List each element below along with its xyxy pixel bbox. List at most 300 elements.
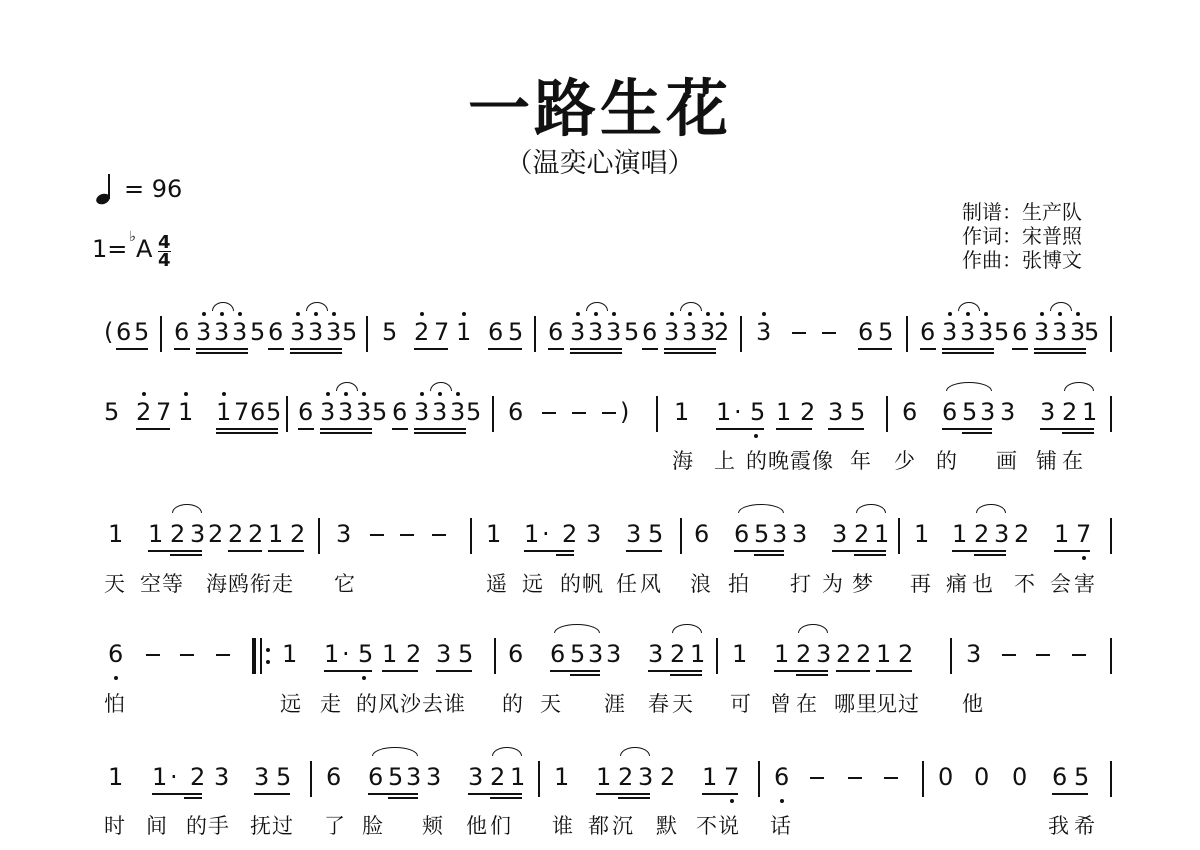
beam-line	[876, 670, 912, 672]
note-glyph: 5	[466, 398, 482, 426]
note-glyph: 5	[648, 520, 664, 548]
note-glyph: 6	[902, 398, 918, 426]
beam-line	[920, 348, 936, 350]
beam-line	[216, 432, 278, 434]
beam-line	[490, 797, 522, 799]
credit-row	[962, 248, 1082, 272]
note-glyph: 5	[750, 398, 766, 426]
barline	[160, 316, 162, 352]
note-glyph: 1	[690, 640, 706, 668]
octave-dot	[780, 799, 784, 803]
octave-dot	[438, 392, 442, 396]
note-glyph: ·	[734, 398, 742, 426]
barline	[886, 396, 888, 432]
note-glyph: 3	[626, 520, 642, 548]
note-glyph: 7	[234, 398, 250, 426]
note-glyph: 2	[660, 763, 676, 791]
note-glyph: 6	[250, 398, 266, 426]
note-glyph: 6	[694, 520, 710, 548]
lyric-char: 希	[1074, 814, 1095, 838]
barline	[898, 518, 900, 554]
credit-value: 张博文	[1022, 248, 1082, 272]
note-glyph: 3	[426, 763, 442, 791]
note-glyph: 3	[586, 520, 602, 548]
beam-line	[570, 348, 622, 350]
barline	[1110, 316, 1112, 352]
octave-dot	[706, 312, 710, 316]
note-glyph: 2	[974, 520, 990, 548]
note-glyph: 6	[326, 763, 342, 791]
beam-line	[716, 428, 764, 430]
note-glyph: 3	[570, 318, 586, 346]
octave-dot	[966, 312, 970, 316]
barline	[470, 518, 472, 554]
note-glyph: 6	[642, 318, 658, 346]
tie-arc	[212, 302, 234, 311]
credit-label: 作曲：	[962, 248, 1022, 272]
tie-arc	[172, 504, 202, 513]
tie-arc	[856, 504, 886, 513]
dash	[602, 412, 616, 414]
note-glyph: 5	[250, 318, 266, 346]
octave-dot	[688, 312, 692, 316]
note-glyph: 1	[776, 398, 792, 426]
note-glyph: 3	[966, 640, 982, 668]
note-glyph: 3	[994, 520, 1010, 548]
lyric-char: 鸥	[228, 572, 249, 596]
tempo-marking	[96, 172, 182, 206]
lyric-char: 走	[272, 572, 293, 596]
lyric-char: 天	[540, 692, 561, 716]
tie-arc	[492, 747, 522, 756]
note-glyph: 3	[1034, 318, 1050, 346]
note-glyph: 1	[152, 763, 168, 791]
beam-line	[642, 348, 658, 350]
credit-row	[962, 224, 1082, 248]
note-glyph: 0	[974, 763, 990, 791]
note-glyph: 1	[282, 640, 298, 668]
lyric-char: 为	[822, 572, 843, 596]
song-title: 一路生花	[467, 72, 732, 145]
tie-arc	[1064, 382, 1094, 391]
beam-line	[414, 348, 448, 350]
beam-line	[268, 550, 304, 552]
beam-line	[618, 797, 650, 799]
beam-line	[962, 432, 992, 434]
tie-arc	[958, 302, 980, 311]
beam-line	[942, 352, 994, 354]
note-glyph: 1	[510, 763, 526, 791]
beam-line	[570, 674, 600, 676]
dash	[400, 534, 414, 536]
song-subtitle: （温奕心演唱）	[505, 148, 695, 179]
tempo-value: = 96	[124, 175, 183, 203]
octave-dot	[462, 312, 466, 316]
octave-dot	[222, 392, 226, 396]
lyric-char: 不	[696, 814, 717, 838]
note-glyph: 5	[1074, 763, 1090, 791]
note-glyph: 6	[1052, 763, 1068, 791]
note-glyph: 2	[228, 520, 244, 548]
lyric-char: 我	[1048, 814, 1069, 838]
note-glyph: 3	[336, 520, 352, 548]
note-glyph: 3	[756, 318, 772, 346]
lyric-char: 间	[146, 814, 167, 838]
note-glyph: 3	[254, 763, 270, 791]
lyric-char: 可	[730, 692, 751, 716]
octave-dot	[730, 799, 734, 803]
time-sig-top: 4	[158, 232, 171, 253]
lyric-char: 的	[746, 449, 767, 473]
lyric-char: 谁	[444, 692, 465, 716]
note-glyph: 5	[388, 763, 404, 791]
dash	[1002, 654, 1016, 656]
octave-dot	[238, 312, 242, 316]
beam-line	[648, 670, 702, 672]
time-signature	[158, 234, 171, 269]
lyric-char: 海	[206, 572, 227, 596]
lyric-char: 痛	[946, 572, 967, 596]
octave-dot	[420, 312, 424, 316]
dash	[542, 412, 556, 414]
note-glyph: 6	[942, 398, 958, 426]
note-glyph: 3	[682, 318, 698, 346]
lyric-char: 们	[490, 814, 511, 838]
note-glyph: )	[620, 398, 630, 426]
octave-dot	[362, 392, 366, 396]
barline	[906, 316, 908, 352]
note-glyph: 3	[664, 318, 680, 346]
note-glyph: 0	[938, 763, 954, 791]
octave-dot	[576, 312, 580, 316]
lyric-char: 遥	[486, 572, 507, 596]
lyric-char: 的	[560, 572, 581, 596]
lyric-char: 浪	[690, 572, 711, 596]
lyric-char: 年	[850, 449, 871, 473]
barline	[950, 638, 952, 674]
note-glyph: 5	[382, 318, 398, 346]
note-glyph: 1	[874, 520, 890, 548]
lyric-char: 在	[796, 692, 817, 716]
note-glyph: 3	[978, 318, 994, 346]
lyric-char: 曾	[770, 692, 791, 716]
octave-dot	[984, 312, 988, 316]
lyric-char: 打	[790, 572, 811, 596]
note-glyph: 3	[942, 318, 958, 346]
beam-line	[136, 428, 170, 430]
octave-dot	[1058, 312, 1062, 316]
barline	[656, 396, 658, 432]
note-glyph: 7	[156, 398, 172, 426]
quarter-note-icon	[96, 172, 114, 206]
note-glyph: 3	[232, 318, 248, 346]
lyric-char: 见	[876, 692, 897, 716]
note-glyph: 1	[732, 640, 748, 668]
lyric-char: 上	[714, 449, 735, 473]
lyric-char: 过	[898, 692, 919, 716]
note-glyph: 7	[724, 763, 740, 791]
note-glyph: 6	[508, 398, 524, 426]
dash	[848, 777, 862, 779]
note-glyph: 1	[1082, 398, 1098, 426]
note-glyph: 2	[796, 640, 812, 668]
octave-dot	[220, 312, 224, 316]
beam-line	[216, 428, 278, 430]
note-glyph: 3	[308, 318, 324, 346]
lyric-char: 远	[522, 572, 543, 596]
dash	[1072, 654, 1086, 656]
credit-label: 制谱：	[962, 200, 1022, 224]
note-glyph: 2	[414, 318, 430, 346]
note-glyph: 1	[108, 520, 124, 548]
octave-dot	[266, 660, 270, 664]
beam-line	[488, 348, 522, 350]
note-glyph: 3	[432, 398, 448, 426]
lyric-char: 里	[856, 692, 877, 716]
note-glyph: 2	[190, 763, 206, 791]
note-glyph: 6	[734, 520, 750, 548]
note-glyph: 5	[962, 398, 978, 426]
beam-line	[298, 428, 314, 430]
lyric-char: 天	[672, 692, 693, 716]
beam-line	[828, 428, 864, 430]
barline	[716, 638, 718, 674]
note-glyph: 5	[372, 398, 388, 426]
tie-arc	[306, 302, 328, 311]
beam-line	[952, 550, 1006, 552]
note-glyph: 1	[486, 520, 502, 548]
note-glyph: 5	[266, 398, 282, 426]
beam-line	[664, 352, 716, 354]
note-glyph: 1	[876, 640, 892, 668]
octave-dot	[114, 676, 118, 680]
beam-line	[524, 550, 574, 552]
beam-line	[324, 670, 372, 672]
barline	[1110, 761, 1112, 797]
barline	[260, 638, 262, 674]
dash	[216, 654, 230, 656]
note-glyph: 1	[774, 640, 790, 668]
note-glyph: 2	[170, 520, 186, 548]
note-glyph: 6	[268, 318, 284, 346]
note-glyph: 1	[554, 763, 570, 791]
lyric-char: 的	[502, 692, 523, 716]
note-glyph: 3	[290, 318, 306, 346]
note-glyph: 1	[148, 520, 164, 548]
note-glyph: 6	[858, 318, 874, 346]
beam-line	[290, 352, 342, 354]
note-glyph: 1	[382, 640, 398, 668]
note-glyph: 3	[816, 640, 832, 668]
beam-line	[664, 348, 716, 350]
beam-line	[388, 797, 418, 799]
credit-row	[962, 200, 1082, 224]
barline	[310, 761, 312, 797]
dash	[810, 777, 824, 779]
note-glyph: 5	[134, 318, 150, 346]
note-glyph: 1	[324, 640, 340, 668]
beam-line	[702, 793, 738, 795]
beam-line	[392, 428, 408, 430]
note-glyph: 6	[488, 318, 504, 346]
dash	[572, 412, 586, 414]
lyric-char: 春	[648, 692, 669, 716]
beam-line	[1012, 348, 1028, 350]
note-glyph: 3	[792, 520, 808, 548]
lyric-char: 会	[1050, 572, 1071, 596]
tie-arc	[738, 504, 784, 513]
beam-line	[974, 554, 1006, 556]
barline	[1110, 396, 1112, 432]
lyric-char: 拍	[728, 572, 749, 596]
note-glyph: 1	[456, 318, 472, 346]
note-glyph: 6	[368, 763, 384, 791]
flat-accidental: ♭	[129, 229, 136, 245]
octave-dot	[594, 312, 598, 316]
beam-line	[152, 793, 202, 795]
note-glyph: 3	[356, 398, 372, 426]
beam-line	[774, 670, 828, 672]
note-glyph: 3	[832, 520, 848, 548]
note-glyph: 3	[648, 640, 664, 668]
beam-line	[368, 793, 418, 795]
lyric-char: 他	[466, 814, 487, 838]
beam-line	[1034, 352, 1086, 354]
note-glyph: 1	[524, 520, 540, 548]
note-glyph: 2	[248, 520, 264, 548]
lyric-char: 谁	[552, 814, 573, 838]
barline	[538, 761, 540, 797]
note-glyph: 1	[1054, 520, 1070, 548]
note-glyph: 2	[670, 640, 686, 668]
octave-dot	[948, 312, 952, 316]
tie-arc	[680, 302, 702, 311]
note-glyph: 2	[800, 398, 816, 426]
beam-line	[626, 550, 662, 552]
note-glyph: 2	[136, 398, 152, 426]
note-glyph: 0	[1012, 763, 1028, 791]
note-glyph: 3	[828, 398, 844, 426]
note-glyph: 3	[1070, 318, 1086, 346]
tie-arc	[946, 382, 992, 391]
lyric-char: 默	[656, 814, 677, 838]
lyric-char: 它	[334, 572, 355, 596]
credit-value: 生产队	[1022, 200, 1082, 224]
note-glyph: 3	[606, 640, 622, 668]
note-glyph: 1	[914, 520, 930, 548]
note-glyph: 3	[214, 318, 230, 346]
tie-arc	[336, 382, 358, 391]
note-glyph: 3	[468, 763, 484, 791]
lyric-char: 了	[324, 814, 345, 838]
note-glyph: 5	[508, 318, 524, 346]
note-glyph: 5	[276, 763, 292, 791]
tie-arc	[672, 624, 702, 633]
barline	[1110, 638, 1112, 674]
lyric-char: 说	[718, 814, 739, 838]
beam-line	[196, 352, 248, 354]
barline	[318, 518, 320, 554]
note-glyph: 5	[1084, 318, 1100, 346]
lyric-char: 画	[996, 449, 1017, 473]
octave-dot	[326, 392, 330, 396]
octave-dot	[142, 392, 146, 396]
beam-line	[468, 793, 522, 795]
note-glyph: 3	[980, 398, 996, 426]
lyric-char: 铺	[1036, 449, 1057, 473]
note-glyph: 5	[570, 640, 586, 668]
beam-line	[320, 428, 372, 430]
note-glyph: 2	[1062, 398, 1078, 426]
dash	[884, 777, 898, 779]
octave-dot	[266, 648, 270, 652]
lyric-char: 等	[162, 572, 183, 596]
lyric-char: 风	[378, 692, 399, 716]
tie-arc	[586, 302, 608, 311]
octave-dot	[670, 312, 674, 316]
note-glyph: 1	[216, 398, 232, 426]
dash	[1036, 654, 1050, 656]
lyric-char: 手	[208, 814, 229, 838]
note-glyph: 2	[714, 318, 730, 346]
barline	[758, 761, 760, 797]
note-glyph: 6	[548, 318, 564, 346]
note-glyph: 2	[406, 640, 422, 668]
note-glyph: 6	[920, 318, 936, 346]
lyric-char: 怕	[104, 692, 125, 716]
beam-line	[754, 554, 784, 556]
lyric-char: 梦	[852, 572, 873, 596]
lyric-char: 晚	[768, 449, 789, 473]
octave-dot	[332, 312, 336, 316]
note-glyph: ·	[542, 520, 550, 548]
octave-dot	[314, 312, 318, 316]
note-glyph: 3	[588, 318, 604, 346]
note-glyph: 3	[406, 763, 422, 791]
lyric-char: 的	[356, 692, 377, 716]
lyric-char: 在	[1062, 449, 1083, 473]
note-glyph: 3	[214, 763, 230, 791]
note-glyph: 6	[550, 640, 566, 668]
note-glyph: 1	[674, 398, 690, 426]
beam-line	[116, 348, 148, 350]
lyric-char: 任	[616, 572, 637, 596]
note-glyph: 3	[772, 520, 788, 548]
note-glyph: 6	[174, 318, 190, 346]
note-glyph: 3	[338, 398, 354, 426]
note-glyph: 1	[716, 398, 732, 426]
note-glyph: 6	[392, 398, 408, 426]
octave-dot	[202, 312, 206, 316]
note-glyph: 3	[638, 763, 654, 791]
octave-dot	[362, 676, 366, 680]
note-glyph: 3	[196, 318, 212, 346]
note-glyph: ·	[342, 640, 350, 668]
lyric-char: 沙	[400, 692, 421, 716]
note-glyph: 3	[414, 398, 430, 426]
octave-dot	[420, 392, 424, 396]
tie-arc	[372, 747, 418, 756]
beam-line	[1052, 793, 1088, 795]
barline	[680, 518, 682, 554]
note-glyph: 3	[606, 318, 622, 346]
note-glyph: 2	[618, 763, 634, 791]
lyric-char: 他	[962, 692, 983, 716]
tie-arc	[798, 624, 828, 633]
note-glyph: 3	[1040, 398, 1056, 426]
octave-dot	[762, 312, 766, 316]
beam-line	[268, 348, 284, 350]
